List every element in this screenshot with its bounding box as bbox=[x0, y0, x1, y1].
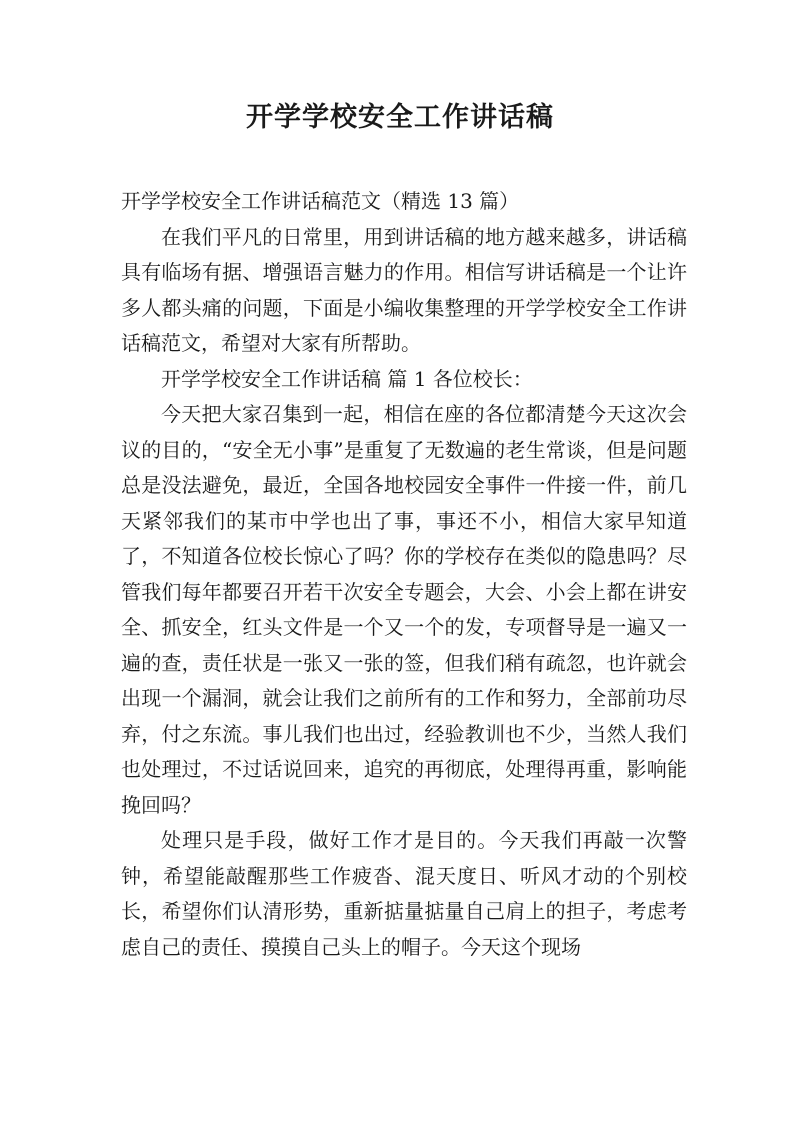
paragraph-intro: 在我们平凡的日常里，用到讲话稿的地方越来越多，讲话稿具有临场有据、增强语言魅力的作用。相信写讲话稿是一个让许多人都头痛的问题，下面是小编收集整理的开学学校安全工作讲话稿范文，希望对大家有所帮助。 bbox=[121, 224, 687, 355]
section-heading: 开学学校安全工作讲话稿 篇 1 各位校长： bbox=[161, 366, 533, 391]
document-body bbox=[121, 184, 687, 965]
paragraph-body: 处理只是手段，做好工作才是目的。今天我们再敲一次警钟，希望能敲醒那些工作疲沓、混天度日、听风才动的个别校长，希望你们认清形势，重新掂量掂量自己肩上的担子，考虑考虑自己的责任、摸摸自己头上的帽子。今天这个现场 bbox=[121, 828, 687, 959]
document-subtitle: 开学学校安全工作讲话稿范文（精选 13 篇） bbox=[121, 189, 520, 213]
document-title: 开学学校安全工作讲话稿 bbox=[246, 102, 554, 133]
paragraph-body: 今天把大家召集到一起，相信在座的各位都清楚今天这次会议的目的，“安全无小事”是重复了无数遍的老生常谈，但是问题总是没法避免，最近，全国各地校园安全事件一件接一件，前几天紧邻我们的某市中学也出了事，事还不小，相信大家早知道了，不知道各位校长惊心了吗？你的学校存在类似的隐患吗？尽管我们每年都要召开若干次安全专题会，大会、小会上都在讲安全、抓安全，红头文件是一个又一个的发，专项督导是一遍又一遍的查，责任状是一张又一张的签，但我们稍有疏忽，也许就会出现一个漏洞，就会让我们之前所有的工作和努力，全部前功尽弃，付之东流。事儿我们也出过，经验教训也不少，当然人我们也处理过，不过话说回来，追究的再彻底，处理得再重，影响能挽回吗？ bbox=[121, 402, 687, 817]
